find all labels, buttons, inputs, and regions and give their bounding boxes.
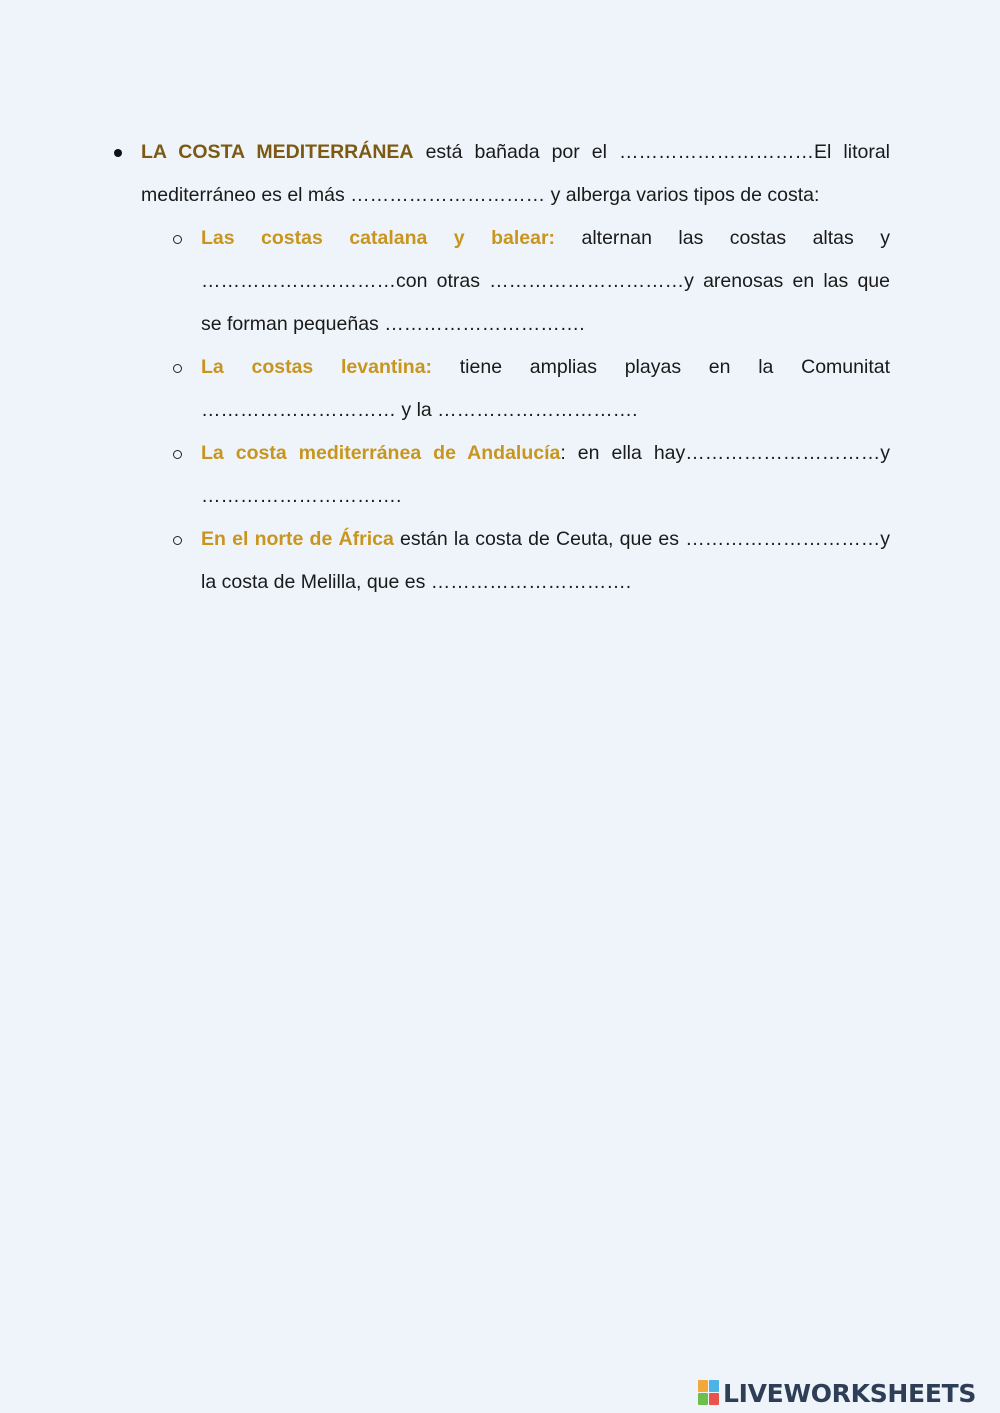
sub-bullet-list <box>141 217 890 604</box>
sub-list-item <box>171 346 890 432</box>
sub-text: alternan las costas altas y …………………………con otras …………………………y arenosas en las que se forman pequeñas …………………………. <box>201 227 890 335</box>
sub-list-item <box>171 518 890 604</box>
bullet-circle-icon <box>173 450 182 459</box>
sub-list-item <box>171 217 890 346</box>
bullet-circle-icon <box>173 235 182 244</box>
sub-text: tiene amplias playas en la Comunitat ………………………… y la …………………………. <box>201 356 890 421</box>
bullet-circle-icon <box>173 536 182 545</box>
main-text: está bañada por el …………………………El litoral mediterráneo es el más ………………………… y alberga varios tipos de costa: <box>141 141 891 206</box>
sub-heading: La costas levantina: <box>201 356 433 378</box>
bullet-disc-icon <box>114 149 122 157</box>
sub-list-item <box>171 432 890 518</box>
main-bullet-list <box>110 131 890 604</box>
main-list-item <box>110 131 890 604</box>
sub-heading: La costa mediterránea de Andalucía <box>201 442 561 464</box>
sub-text: están la costa de Ceuta, que es …………………………y la costa de Melilla, que es …………………………. <box>201 528 890 593</box>
bullet-circle-icon <box>173 364 182 373</box>
logo-text: LIVEWORKSHEETS <box>723 1378 977 1408</box>
liveworksheets-logo-icon <box>698 1380 720 1406</box>
main-heading: LA COSTA MEDITERRÁNEA <box>141 141 414 163</box>
sub-text: : en ella hay…………………………y …………………………. <box>201 442 891 507</box>
sub-heading: Las costas catalana y balear: <box>201 227 556 249</box>
liveworksheets-logo[interactable] <box>698 1378 976 1408</box>
sub-heading: En el norte de África <box>201 528 394 550</box>
